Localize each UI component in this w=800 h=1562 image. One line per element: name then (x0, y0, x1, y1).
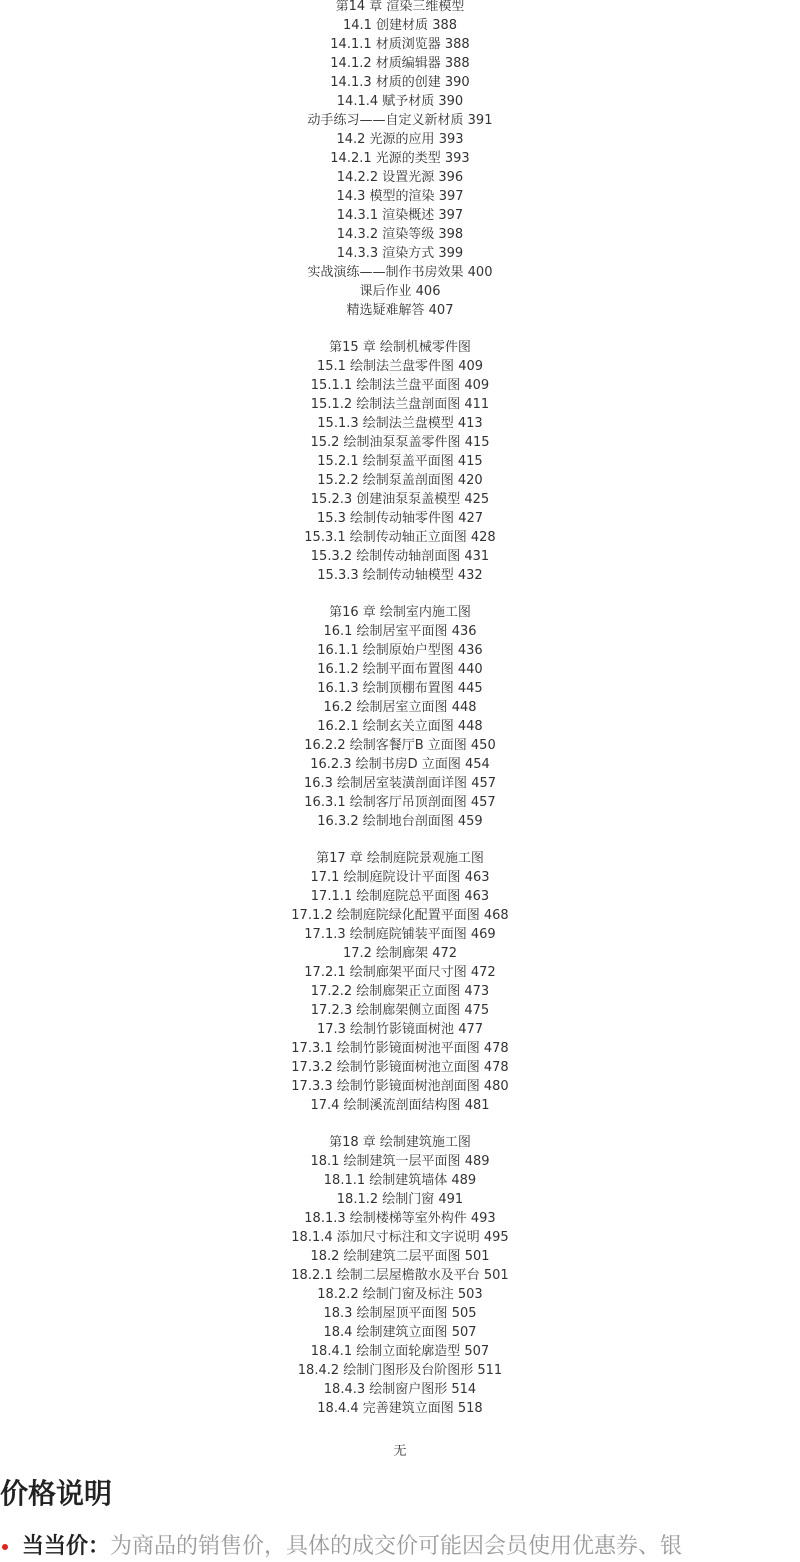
toc-entry: 18.2.1 绘制二层屋檐散水及平台 501 (291, 1268, 509, 1283)
toc-entry: 17.2.2 绘制廊架正立面图 473 (310, 984, 490, 999)
toc-entry: 18.4.4 完善建筑立面图 518 (317, 1401, 483, 1416)
toc-entry: 14.2.1 光源的类型 393 (330, 151, 470, 166)
toc-entry: 18.1 绘制建筑一层平面图 489 (310, 1154, 490, 1169)
toc-spacer (0, 831, 800, 849)
toc-entry: 课后作业 406 (359, 284, 441, 299)
toc-entry: 16.3.1 绘制客厅吊顶剖面图 457 (304, 795, 496, 810)
toc-entry: 16.3.2 绘制地台剖面图 459 (317, 814, 483, 829)
toc-entry: 精选疑难解答 407 (346, 303, 454, 318)
bullet-dot-icon (2, 1544, 8, 1550)
toc-entry: 15.2 绘制油泵泵盖零件图 415 (310, 435, 490, 450)
toc-entry: 14.1.3 材质的创建 390 (330, 75, 470, 90)
toc-entry: 17.1.3 绘制庭院铺装平面图 469 (304, 927, 496, 942)
toc-entry: 17.2.3 绘制廊架侧立面图 475 (310, 1003, 490, 1018)
toc-entry: 16.1.3 绘制顶棚布置图 445 (317, 681, 483, 696)
toc-entry: 17.3.1 绘制竹影镜面树池平面图 478 (291, 1041, 509, 1056)
price-note-item (0, 1532, 800, 1562)
toc-entry: 14.1.2 材质编辑器 388 (330, 56, 470, 71)
toc-entry: 16.1.2 绘制平面布置图 440 (317, 662, 483, 677)
toc-entry: 18.1.2 绘制门窗 491 (336, 1192, 464, 1207)
price-note-label: 当当价： (22, 1534, 111, 1559)
toc-entry: 18.1.3 绘制楼梯等室外构件 493 (304, 1211, 496, 1226)
toc-spacer (0, 320, 800, 338)
toc-entry: 15.3.1 绘制传动轴正立面图 428 (304, 530, 496, 545)
toc-entry: 15.1.1 绘制法兰盘平面图 409 (310, 378, 490, 393)
toc-entry: 第16 章 绘制室内施工图 (329, 605, 471, 620)
toc-entry: 16.3 绘制居室装潢剖面详图 457 (303, 776, 497, 791)
toc-entry: 第18 章 绘制建筑施工图 (329, 1135, 471, 1150)
price-section-heading: 价格说明 (0, 1477, 113, 1510)
none-text: 无 (393, 1444, 407, 1459)
toc-entry: 17.2 绘制廊架 472 (342, 946, 458, 961)
toc-entry: 16.2.3 绘制书房D 立面图 454 (310, 757, 490, 772)
toc-entry: 18.4.3 绘制窗户图形 514 (323, 1382, 477, 1397)
toc-entry: 14.1.4 赋予材质 390 (336, 94, 464, 109)
toc-entry: 18.4.1 绘制立面轮廓造型 507 (310, 1344, 490, 1359)
toc-entry: 第17 章 绘制庭院景观施工图 (316, 851, 484, 866)
toc-entry: 16.1 绘制居室平面图 436 (323, 624, 477, 639)
toc-entry: 17.1 绘制庭院设计平面图 463 (310, 870, 490, 885)
toc-entry: 18.4 绘制建筑立面图 507 (323, 1325, 477, 1340)
toc-entry: 18.2.2 绘制门窗及标注 503 (317, 1287, 483, 1302)
toc-entry: 14.3 模型的渲染 397 (336, 189, 464, 204)
toc-entry: 15.2.2 绘制泵盖剖面图 420 (317, 473, 483, 488)
toc-entry: 14.2 光源的应用 393 (336, 132, 464, 147)
toc-spacer (0, 585, 800, 603)
toc-entry: 15.3.3 绘制传动轴模型 432 (317, 568, 483, 583)
toc-entry: 16.2.1 绘制玄关立面图 448 (317, 719, 483, 734)
toc-entry: 17.1.2 绘制庭院绿化配置平面图 468 (291, 908, 509, 923)
toc-entry: 16.2 绘制居室立面图 448 (323, 700, 477, 715)
toc-entry: 18.2 绘制建筑二层平面图 501 (310, 1249, 490, 1264)
toc-entry: 17.4 绘制溪流剖面结构图 481 (310, 1098, 490, 1113)
toc-entry: 14.3.1 渲染概述 397 (336, 208, 464, 223)
toc-entry: 17.3 绘制竹影镜面树池 477 (316, 1022, 484, 1037)
toc-entry: 15.1.3 绘制法兰盘模型 413 (317, 416, 483, 431)
toc-entry: 18.1.1 绘制建筑墙体 489 (323, 1173, 477, 1188)
toc-entry: 17.1.1 绘制庭院总平面图 463 (310, 889, 490, 904)
toc-entry: 14.1 创建材质 388 (342, 18, 458, 33)
price-note-text: 为商品的销售价，具体的成交价可能因会员使用优惠券、银 (110, 1534, 683, 1559)
toc-entry: 18.1.4 添加尺寸标注和文字说明 495 (291, 1230, 509, 1245)
toc-entry: 第15 章 绘制机械零件图 (329, 340, 471, 355)
toc-entry: 17.3.2 绘制竹影镜面树池立面图 478 (291, 1060, 509, 1075)
toc-entry: 14.3.3 渲染方式 399 (336, 246, 464, 261)
toc-entry: 15.3.2 绘制传动轴剖面图 431 (310, 549, 490, 564)
toc-entry: 14.2.2 设置光源 396 (336, 170, 464, 185)
toc-entry: 14.1.1 材质浏览器 388 (330, 37, 470, 52)
toc-entry: 15.1.2 绘制法兰盘剖面图 411 (310, 397, 490, 412)
toc-entry: 16.2.2 绘制客餐厅B 立面图 450 (304, 738, 496, 753)
toc-entry: 18.4.2 绘制门图形及台阶图形 511 (297, 1363, 503, 1378)
toc-entry: 17.3.3 绘制竹影镜面树池剖面图 480 (291, 1079, 509, 1094)
toc-entry: 15.3 绘制传动轴零件图 427 (316, 511, 484, 526)
toc-entry: 17.2.1 绘制廊架平面尺寸图 472 (304, 965, 496, 980)
toc-spacer (0, 1115, 800, 1133)
toc-entry: 14.3.2 渲染等级 398 (336, 227, 464, 242)
toc-entry: 15.1 绘制法兰盘零件图 409 (316, 359, 484, 374)
toc-entry: 动手练习——自定义新材质 391 (307, 113, 493, 128)
toc-entry: 15.2.3 创建油泵泵盖模型 425 (310, 492, 490, 507)
toc-entry: 18.3 绘制屋顶平面图 505 (323, 1306, 477, 1321)
toc-entry: 16.1.1 绘制原始户型图 436 (317, 643, 483, 658)
toc-entry: 15.2.1 绘制泵盖平面图 415 (317, 454, 483, 469)
toc-entry: 第14 章 渲染三维模型 (335, 0, 465, 14)
toc-entry: 实战演练——制作书房效果 400 (307, 265, 493, 280)
